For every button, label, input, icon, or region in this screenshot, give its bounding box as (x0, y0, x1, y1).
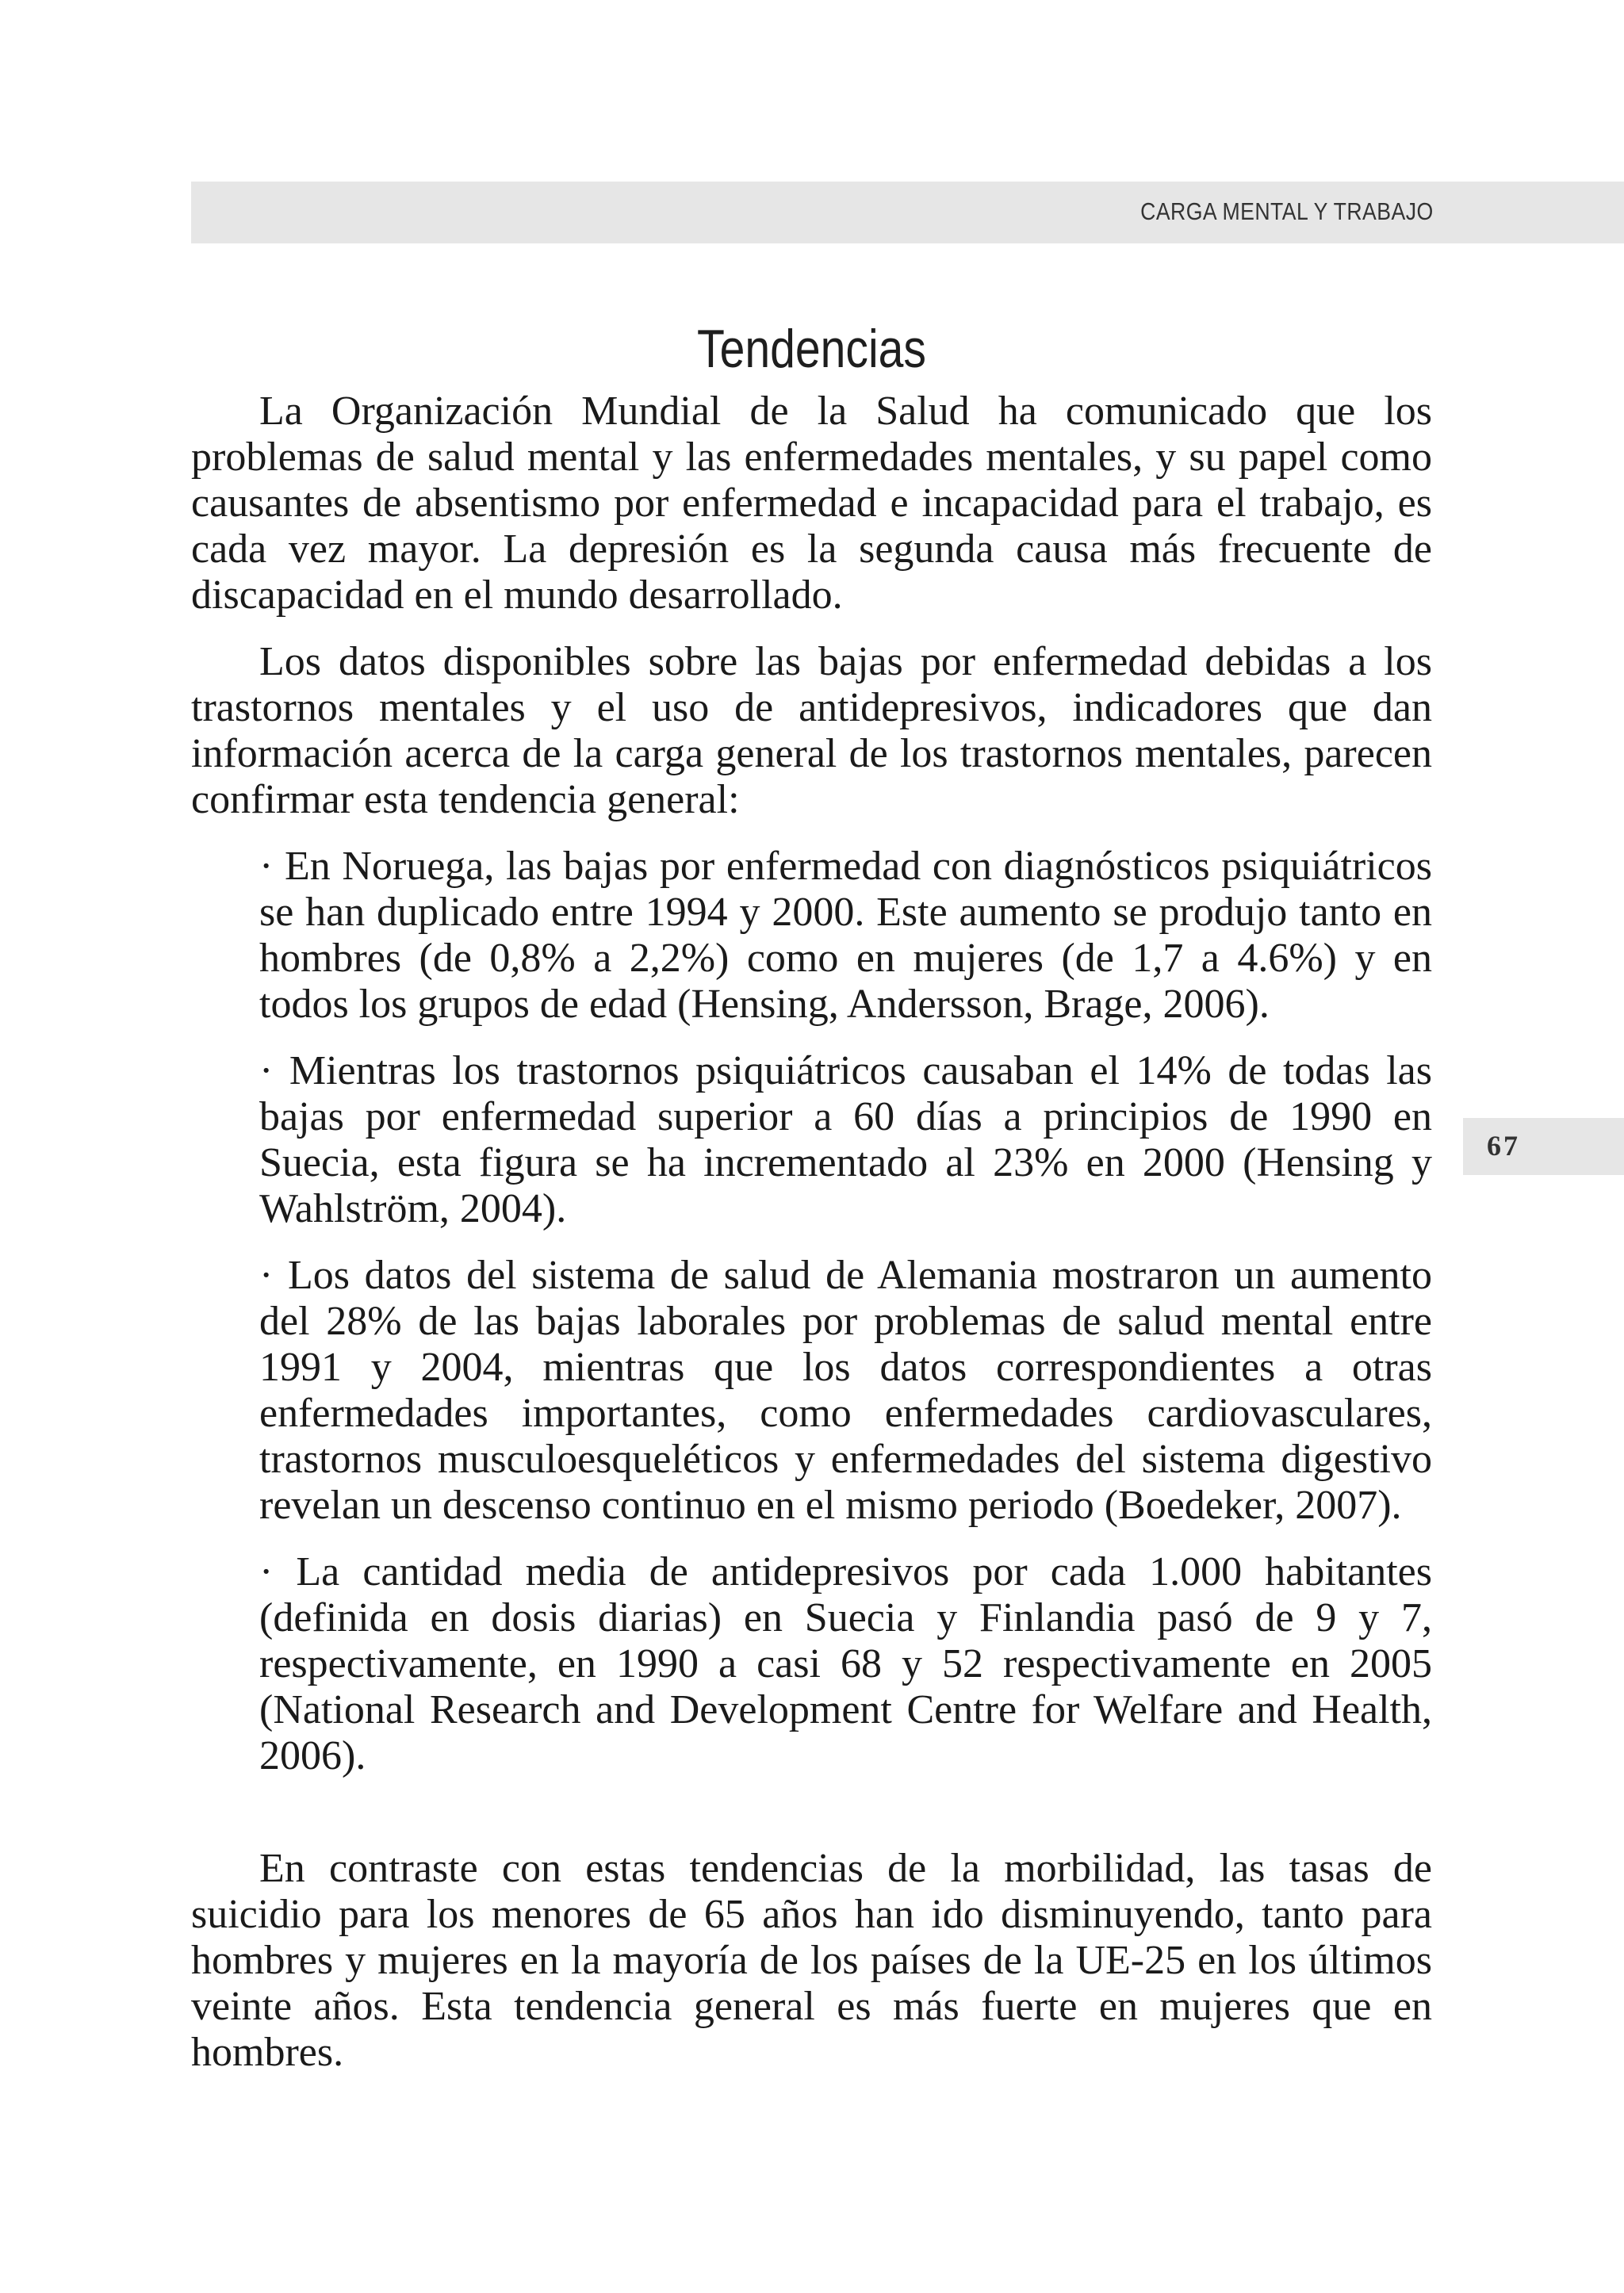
page-number-tab (1463, 1118, 1624, 1175)
list-item-antidepressants: · La cantidad media de antidepresivos por cada 1.000 habitantes (definida en dosis diarias) en Suecia y Finlandia pasó de 9 y 7, respectivamente, en 1990 a casi 68 y 52 respectivamente en 2005 (National Research and Development Centre for Welfare and Health, 2006). (259, 1548, 1432, 1778)
evidence-list (259, 844, 1432, 1779)
paragraph-intro: La Organización Mundial de la Salud ha comunicado que los problemas de salud mental y las enfermedades mentales, y su papel como causantes de absentismo por enfermedad e incapacidad para el trabajo, es cada vez mayor. La depresión es la segunda causa más frecuente de discapacidad en el mundo desarrollado. (191, 388, 1432, 618)
running-head-title: CARGA MENTAL Y TRABAJO (1140, 197, 1434, 225)
paragraph-data: Los datos disponibles sobre las bajas por enfermedad debidas a los trastornos mentales y el uso de antidepresivos, indicadores que dan información acerca de la carga general de los trastornos mentales, parecen confirmar esta tendencia general: (191, 638, 1432, 822)
running-header (191, 182, 1624, 243)
page-number: 67 (1487, 1130, 1520, 1162)
page-body (191, 317, 1432, 2076)
paragraph-closing: En contraste con estas tendencias de la morbilidad, las tasas de suicidio para los menores de 65 años han ido disminuyendo, tanto para hombres y mujeres en la mayoría de los países de la UE-25 en los últimos veinte años. Esta tendencia general es más fuerte en mujeres que en hombres. (191, 1845, 1432, 2075)
list-item-sweden: · Mientras los trastornos psiquiátricos causaban el 14% de todas las bajas por enfermedad superior a 60 días a principios de 1990 en Suecia, esta figura se ha incrementado al 23% en 2000 (Hensing y Wahlström, 2004). (259, 1047, 1432, 1231)
list-item-norway: · En Noruega, las bajas por enfermedad con diagnósticos psiquiátricos se han duplicado entre 1994 y 2000. Este aumento se produjo tanto en hombres (de 0,8% a 2,2%) como en mujeres (de 1,7 a 4.6%) y en todos los grupos de edad (Hensing, Andersson, Brage, 2006). (259, 843, 1432, 1027)
section-title: Tendencias (697, 319, 926, 379)
list-item-germany: · Los datos del sistema de salud de Alemania mostraron un aumento del 28% de las bajas laborales por problemas de salud mental entre 1991 y 2004, mientras que los datos correspondientes a otras enfermedades importantes, como enfermedades cardiovasculares, trastornos musculoesqueléticos y enfermedades del sistema digestivo revelan un descenso continuo en el mismo periodo (Boedeker, 2007). (259, 1252, 1432, 1528)
